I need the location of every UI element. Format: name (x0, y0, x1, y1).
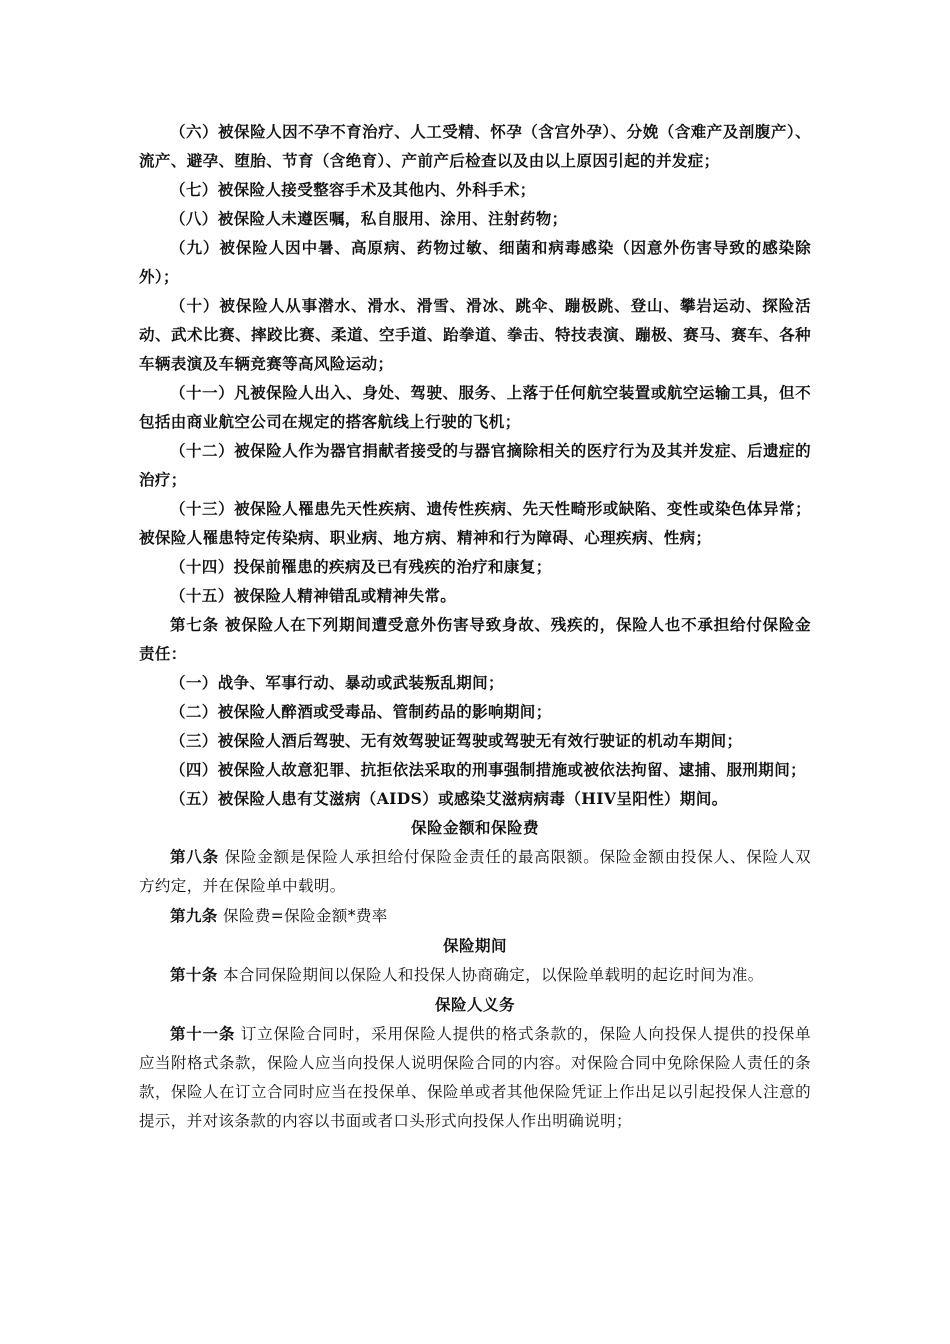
article-9-label: 第九条 (170, 906, 218, 925)
article-7-item-4: （四）被保险人故意犯罪、抗拒依法采取的刑事强制措施或被依法拘留、逮捕、服刑期间； (170, 760, 807, 779)
exclusion-item-6: （六）被保险人因不孕不育治疗、人工受精、怀孕（含宫外孕）、分娩（含难产及剖腹产）、流产、避孕、堕胎、节育（含绝育）、产前产后检查以及由以上原因引起的并发症； (139, 122, 811, 170)
exclusion-item-7: （七）被保险人接受整容手术及其他内、外科手术； (170, 180, 536, 199)
article-9-text: 保险费=保险金额*费率 (217, 907, 388, 925)
article-8 (139, 842, 811, 901)
article-9 (139, 901, 811, 931)
section-heading-duty: 保险人义务 (434, 995, 515, 1014)
exclusion-item-12: （十二）被保险人作为器官捐献者接受的与器官摘除相关的医疗行为及其并发症、后遗症的治疗； (139, 441, 811, 489)
article-10-label: 第十条 (170, 965, 218, 984)
exclusion-item-9: （九）被保险人因中暑、高原病、药物过敏、细菌和病毒感染（因意外伤害导致的感染除外）； (139, 238, 811, 286)
article-7-label: 第七条 (170, 615, 219, 634)
article-7-item-2: （二）被保险人醉酒或受毒品、管制药品的影响期间； (170, 702, 552, 721)
exclusion-item-10: （十）被保险人从事潜水、滑水、滑雪、滑冰、跳伞、蹦极跳、登山、攀岩运动、探险活动、武术比赛、摔跤比赛、柔道、空手道、跆拳道、拳击、特技表演、蹦极、赛马、赛车、各种车辆表演及车辆竞赛等高风险运动； (139, 296, 811, 373)
article-11 (139, 1019, 811, 1136)
exclusion-item-11: （十一）凡被保险人出入、身处、驾驶、服务、上落于任何航空装置或航空运输工具，但不包括由商业航空公司在规定的搭客航线上行驶的飞机； (139, 383, 811, 431)
article-11-label: 第十一条 (170, 1024, 236, 1043)
article-7 (139, 610, 811, 668)
article-7-text: 被保险人在下列期间遭受意外伤害导致身故、残疾的，保险人也不承担给付保险金责任： (139, 615, 812, 663)
article-7-item-5: （五）被保险人患有艾滋病（AIDS）或感染艾滋病病毒（HIV呈阳性）期间。 (170, 789, 728, 808)
exclusion-item-15: （十五）被保险人精神错乱或精神失常。 (170, 586, 457, 605)
exclusion-item-8: （八）被保险人未遵医嘱，私自服用、涂用、注射药物； (170, 209, 568, 228)
exclusion-item-14: （十四）投保前罹患的疾病及已有残疾的治疗和康复； (170, 557, 552, 576)
section-heading-amount: 保险金额和保险费 (410, 818, 539, 837)
article-8-text: 保险金额是保险人承担给付保险金责任的最高限额。保险金额由投保人、保险人双方约定，并在保险单中载明。 (139, 848, 812, 895)
section-heading-period: 保险期间 (442, 936, 507, 955)
article-11-text: 订立保险合同时，采用保险人提供的格式条款的，保险人向投保人提供的投保单应当附格式条款，保险人应当向投保人说明保险合同的内容。对保险合同中免除保险人责任的条款，保险人在订立合同时应当在投保单、保险单或者其他保险凭证上作出足以引起投保人注意的提示，并对该条款的内容以书面或者口头形式向投保人作出明确说明； (139, 1025, 811, 1130)
exclusion-item-13: （十三）被保险人罹患先天性疾病、遗传性疾病、先天性畸形或缺陷、变性或染色体异常；被保险人罹患特定传染病、职业病、地方病、精神和行为障碍、心理疾病、性病； (139, 499, 811, 547)
article-7-item-1: （一）战争、军事行动、暴动或武装叛乱期间； (170, 673, 504, 692)
article-10 (139, 960, 811, 990)
article-7-item-3: （三）被保险人酒后驾驶、无有效驾驶证驾驶或驾驶无有效行驶证的机动车期间； (170, 731, 743, 750)
document-page (139, 117, 811, 1136)
article-10-text: 本合同保险期间以保险人和投保人协商确定，以保险单载明的起讫时间为准。 (217, 966, 764, 984)
article-8-label: 第八条 (170, 847, 219, 866)
